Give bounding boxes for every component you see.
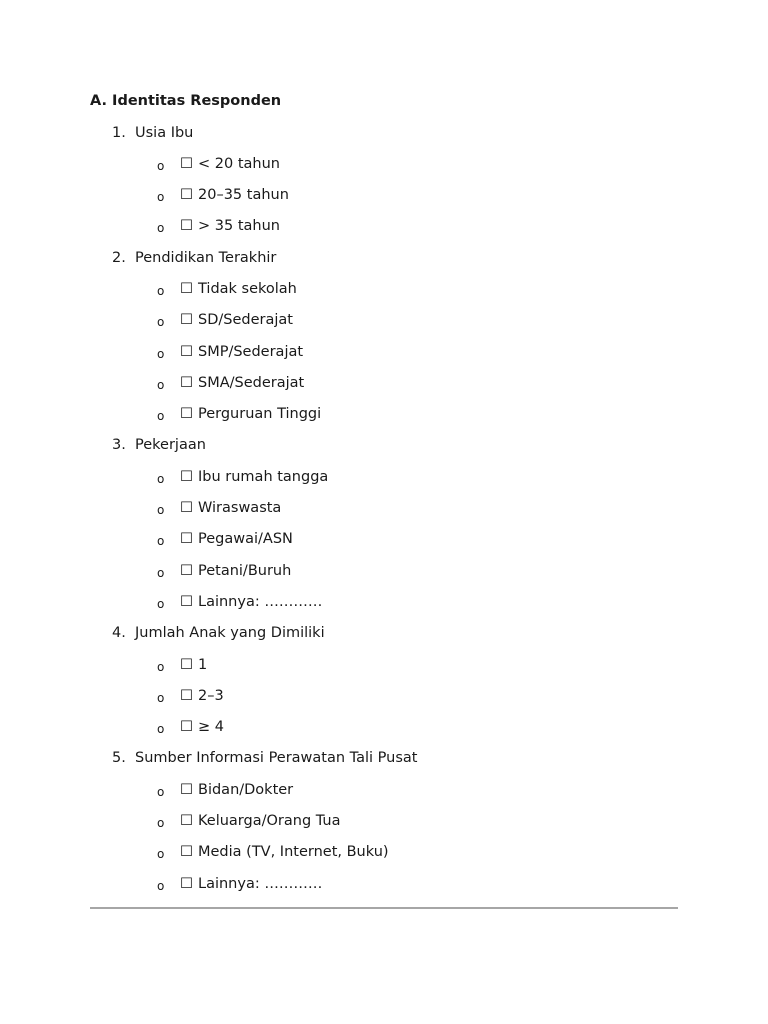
question-number: 5.	[112, 750, 126, 767]
question-number: 3.	[112, 437, 126, 454]
bullet-icon: o	[157, 722, 165, 737]
option-label: Lainnya: …………	[198, 875, 323, 892]
bullet-icon: o	[157, 503, 165, 518]
bullet-icon: o	[157, 690, 165, 705]
option-list	[90, 780, 678, 895]
question-pendidikan-terakhir	[90, 248, 678, 425]
option-item[interactable]	[90, 874, 678, 895]
checkbox-icon[interactable]: ☐	[180, 374, 193, 391]
option-item[interactable]	[90, 717, 678, 738]
question-text: Jumlah Anak yang Dimiliki	[135, 625, 325, 642]
bullet-icon: o	[157, 377, 165, 392]
question-heading	[90, 248, 678, 269]
bullet-icon: o	[157, 596, 165, 611]
option-item[interactable]	[90, 686, 678, 707]
question-heading	[90, 748, 678, 769]
checkbox-icon[interactable]: ☐	[180, 719, 193, 736]
option-label: Media (TV, Internet, Buku)	[198, 844, 389, 861]
checkbox-icon[interactable]: ☐	[180, 187, 193, 204]
option-label: Wiraswasta	[198, 500, 282, 517]
bullet-icon: o	[157, 315, 165, 330]
option-item[interactable]	[90, 842, 678, 863]
question-heading	[90, 435, 678, 456]
checkbox-icon[interactable]: ☐	[180, 531, 193, 548]
option-item[interactable]	[90, 373, 678, 394]
bullet-icon: o	[157, 565, 165, 580]
option-item[interactable]	[90, 592, 678, 613]
option-item[interactable]	[90, 310, 678, 331]
option-label: Keluarga/Orang Tua	[198, 813, 341, 830]
checkbox-icon[interactable]: ☐	[180, 280, 193, 297]
bullet-icon: o	[157, 659, 165, 674]
checkbox-icon[interactable]: ☐	[180, 562, 193, 579]
bullet-icon: o	[157, 190, 165, 205]
option-item[interactable]	[90, 655, 678, 676]
option-item[interactable]	[90, 404, 678, 425]
option-list	[90, 279, 678, 425]
checkbox-icon[interactable]: ☐	[180, 343, 193, 360]
bullet-icon: o	[157, 847, 165, 862]
checkbox-icon[interactable]: ☐	[180, 155, 193, 172]
question-number: 1.	[112, 124, 126, 141]
option-label: 20–35 tahun	[198, 187, 289, 204]
section-title: A. Identitas Responden	[90, 93, 282, 109]
option-item[interactable]	[90, 561, 678, 582]
question-usia-ibu	[90, 123, 678, 238]
question-text: Sumber Informasi Perawatan Tali Pusat	[135, 750, 418, 767]
option-label: ≥ 4	[198, 719, 224, 736]
question-text: Usia Ibu	[135, 124, 194, 141]
option-item[interactable]	[90, 467, 678, 488]
checkbox-icon[interactable]: ☐	[180, 844, 193, 861]
option-label: Bidan/Dokter	[198, 781, 294, 798]
bullet-icon: o	[157, 158, 165, 173]
option-label: Lainnya: …………	[198, 593, 323, 610]
option-list	[90, 154, 678, 238]
questionnaire-section	[90, 91, 678, 905]
checkbox-icon[interactable]: ☐	[180, 406, 193, 423]
option-item[interactable]	[90, 154, 678, 175]
option-item[interactable]	[90, 342, 678, 363]
option-item[interactable]	[90, 216, 678, 237]
checkbox-icon[interactable]: ☐	[180, 468, 193, 485]
question-number: 4.	[112, 625, 126, 642]
checkbox-icon[interactable]: ☐	[180, 656, 193, 673]
option-label: Pegawai/ASN	[198, 531, 293, 548]
option-item[interactable]	[90, 529, 678, 550]
checkbox-icon[interactable]: ☐	[180, 875, 193, 892]
option-label: Ibu rumah tangga	[198, 468, 329, 485]
question-heading	[90, 623, 678, 644]
question-heading	[90, 123, 678, 144]
horizontal-divider	[90, 907, 678, 909]
option-item[interactable]	[90, 780, 678, 801]
option-item[interactable]	[90, 279, 678, 300]
option-label: < 20 tahun	[198, 155, 280, 172]
bullet-icon: o	[157, 534, 165, 549]
question-sumber-informasi	[90, 748, 678, 894]
bullet-icon: o	[157, 816, 165, 831]
question-list	[90, 123, 678, 895]
option-label: SD/Sederajat	[198, 312, 293, 329]
option-label: 2–3	[198, 687, 224, 704]
option-label: Perguruan Tinggi	[198, 406, 322, 423]
checkbox-icon[interactable]: ☐	[180, 218, 193, 235]
bullet-icon: o	[157, 878, 165, 893]
bullet-icon: o	[157, 346, 165, 361]
bullet-icon: o	[157, 409, 165, 424]
option-label: > 35 tahun	[198, 218, 280, 235]
option-list	[90, 467, 678, 613]
checkbox-icon[interactable]: ☐	[180, 813, 193, 830]
option-label: Tidak sekolah	[198, 280, 297, 297]
option-label: 1	[198, 656, 208, 673]
option-item[interactable]	[90, 811, 678, 832]
question-pekerjaan	[90, 435, 678, 612]
bullet-icon: o	[157, 283, 165, 298]
checkbox-icon[interactable]: ☐	[180, 781, 193, 798]
option-label: SMA/Sederajat	[198, 374, 305, 391]
bullet-icon: o	[157, 471, 165, 486]
option-label: Petani/Buruh	[198, 562, 292, 579]
option-item[interactable]	[90, 185, 678, 206]
question-text: Pekerjaan	[135, 437, 206, 454]
question-text: Pendidikan Terakhir	[135, 249, 277, 266]
bullet-icon: o	[157, 784, 165, 799]
checkbox-icon[interactable]: ☐	[180, 312, 193, 329]
option-item[interactable]	[90, 498, 678, 519]
question-number: 2.	[112, 249, 126, 266]
question-jumlah-anak	[90, 623, 678, 738]
checkbox-icon[interactable]: ☐	[180, 500, 193, 517]
checkbox-icon[interactable]: ☐	[180, 687, 193, 704]
option-label: SMP/Sederajat	[198, 343, 304, 360]
option-list	[90, 655, 678, 739]
bullet-icon: o	[157, 221, 165, 236]
checkbox-icon[interactable]: ☐	[180, 593, 193, 610]
